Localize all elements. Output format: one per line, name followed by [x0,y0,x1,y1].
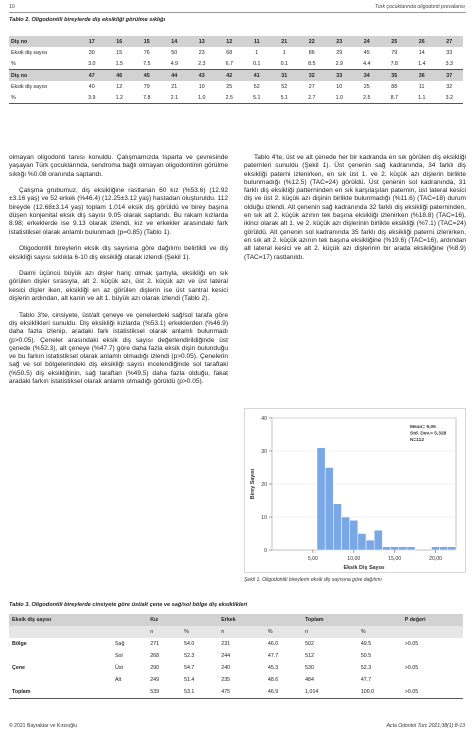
table-cell: 22 [298,36,326,47]
table-cell: 8.7 [381,92,409,104]
table3-caption: Tablo 3. Oligodontili bireylerde cinsiyete göre üst/alt çene ve sağ/sol bölge diş eksiklikleri [9,602,248,608]
histogram-bar [325,468,333,551]
table-cell [112,686,147,699]
histogram-bar [366,540,374,550]
row-label [9,650,112,662]
table-cell: 3.0 [78,58,106,70]
table-cell [265,614,302,626]
row-label: Diş no [9,70,78,82]
table-cell: 43 [188,70,216,82]
table-cell: 475 [218,686,265,699]
footer-citation: Acta Odontol Turc 2021;38(1):8-13 [386,723,465,729]
table-cell: 41 [243,70,271,82]
table-cell: 2.5 [216,92,244,104]
table-cell: 42 [216,70,244,82]
table-cell: n [147,626,181,638]
table-cell: 231 [221,641,231,647]
y-tick-label: 30 [261,449,267,455]
table-cell: 235 [221,677,231,683]
table-cell: % [265,626,302,638]
histogram-bar [382,547,390,550]
table2 [9,36,463,104]
table-cell: 17 [78,36,106,47]
row-label: Toplam [9,686,112,699]
table-cell: 1,014 [302,686,358,699]
table-cell: 49.5 [360,641,372,647]
table-cell: 23 [198,49,205,56]
table-cell: 1.5 [106,58,134,70]
histogram-bar [374,530,382,550]
table-cell: 27 [436,36,464,47]
row-label [9,626,112,638]
table-cell: 76 [143,49,150,56]
histogram-bar [431,547,439,550]
table-cell: 2.1 [161,92,189,104]
table-cell: 539 [147,686,181,699]
y-tick-label: 40 [261,416,267,422]
x-tick-label: 15,00 [388,556,402,562]
paragraph: Oligodontili bireylerin eksik diş sayısına göre dağılımı belirtildi ve diş eksikliği sayısı sıklıkla 6-10 diş eksikliği olarak izlendi (Şekil 1). [9,245,228,261]
table-cell: 14 [418,49,425,56]
table-cell: Alt [115,677,122,683]
table-cell: 3.9 [78,92,106,104]
table-cell: Erkek [218,614,265,626]
table-cell: 37 [436,70,464,82]
table-cell [402,674,463,686]
table-cell: 6.7 [216,58,244,70]
y-tick-label: 20 [261,482,267,488]
y-tick-label: 10 [261,515,267,521]
table-cell: 48.6 [267,677,279,683]
table-cell: 54.7 [184,665,195,671]
figure1-caption: Şekil 1. Oligodontili bireylerin eksik diş sayısına göre dağılımı [244,577,382,583]
row-label [9,674,112,686]
table-cell: 3.3 [436,58,464,70]
table-cell [181,614,218,626]
table-cell: 52 [281,83,288,90]
x-tick-label: 10,00 [347,556,361,562]
table-cell: 26 [408,36,436,47]
table-cell: Toplam [302,614,358,626]
table-cell: 53.1 [181,686,218,699]
table-cell: 52 [253,83,260,90]
table-cell [358,614,402,626]
table-cell: 268 [150,653,160,659]
table-cell: 10 [198,83,205,90]
table-cell: 52.3 [360,665,372,671]
table-cell: 4.4 [353,58,381,70]
table-cell: 512 [305,653,314,659]
row-label: Eksik diş sayısı [11,83,48,90]
table-cell: 46.9 [265,686,302,699]
paragraph: Çalışma grubumuz, diş eksikliğine rastlanan 60 kız (%53.6) (12.92 ±3.16 yaş) ve 52 erkek (%46.4) (12.25±3.12 yaş) hastadan oluşturuldu. 112 bireyde (12.68±3.14 yaş) toplam 1,014 eksik diş görüldü ve birey başına düşen konjenital eksik diş sayısı 9.05 olarak saptandı. Bu rakam kızlarda 8.98; erkeklerde ise 9.13 olarak izlendi, kız ve erkekler arasındaki fark istatistiksel olarak anlamlı bulunmadı (p=0.85) (Tablo 1). [9,187,228,236]
table-cell: 1.0 [188,92,216,104]
table-cell: 25 [381,36,409,47]
y-tick-label: 0 [264,548,267,554]
paragraph: Tablo 4'te, üst ve alt çenede her bir kadranda en sık görülen diş eksikliği paternleri sunuldu (Şekil 1). Üst çenenin sağ kadranında, 34 farklı diş eksikliği paterni izlenirken, en sık üst 1. ve 2. küçük azı dişlerin birlikte bulunmadığı (%12.5) (TAC=24) görüldü. Üst çenenin sol kadranında, 31 farklı diş eksikliği patterninden en sık karşılaşılan paternin, üst lateral kesici diş ve üst 2. küçük azı dişinin birlikte bulunmadığı (%11.6) (TAC=18) durum olduğu izlendi. Alt çenenin sağ kadranında 32 farklı diş eksikliği paterninden, en sık alt 2. küçük azının tek başına eksikliği izlenirken (%18.8) (TAC=16), ikinci olarak alt 1. ve 2. küçük azı dişlerinin birlikte eksikliği (%7.1) (TAC=24) görüldü. Alt çenenin sol kadranında 35 farklı diş eksikliği paterni izlenirken, en sık alt 2. küçük azının tek başına eksikliğine (%19.6) (TAC=16), ardından alt lateral kesici ve alt 2. küçük azı dişlerinin bir arada eksikliğine (%8.9) (TAC=17) rastlanıldı. [244,154,466,261]
paragraph: Daimi üçüncü büyük azı dişler hariç olmak şartıyla, eksikliği en sık görülen dişler sırasıyla, alt 2. küçük azı, üst 2. küçük azı ve üst lateral kesici dişler iken, eksikliği en az görülen dişlerin ise üst santral kesici dişlerin ardından, alt kanin ve alt 1. büyük azı olarak izlendi (Tablo 2). [9,270,228,303]
stats-label: Std. Dev.= 5,328 [410,431,447,437]
table-cell: 5.1 [243,92,271,104]
table-cell: 1.4 [408,58,436,70]
table-cell: n [218,626,265,638]
table-cell [402,626,463,638]
table-cell: 11 [419,83,425,90]
table-cell: 33 [326,70,354,82]
table-cell: 88 [391,83,398,90]
table-cell: 47.7 [267,653,279,659]
table3-subheader-row [9,626,463,638]
stats-label: Mean= 9,05 [410,425,436,430]
table-cell: 21 [271,36,299,47]
table-cell: >0.05 [404,641,419,647]
table-cell: 36 [408,70,436,82]
x-axis-label: Eksik Diş Sayısı [343,565,385,571]
table-cell: 68 [226,49,233,56]
table-cell: 25 [363,83,370,90]
y-axis-label: Birey Sayısı [250,468,256,500]
table-cell: 15 [133,36,161,47]
table-cell: 25 [226,83,233,90]
table-cell: 35 [381,70,409,82]
table-cell: 31 [271,70,299,82]
table-cell: 3.2 [436,92,464,104]
table-cell: 45.3 [267,665,279,671]
table3-row [9,686,463,699]
row-label: % [9,58,78,70]
table-cell: 32 [298,70,326,82]
header-rule [9,12,466,13]
table-cell: 1 [255,49,259,56]
table2-row [9,58,463,70]
table-cell: >0.05 [402,686,463,699]
table-cell: 12 [116,83,123,90]
histogram-bar [448,547,456,550]
table2-caption: Tablo 2. Oligodontili bireylerde diş eksikliği görülme sıklığı [9,17,166,23]
table-cell [112,626,147,638]
table-cell: 249 [150,677,160,683]
page-number: 10 [9,4,15,10]
table-cell: 484 [305,677,314,683]
table-cell: 79 [391,49,398,56]
table-cell: 50.5 [360,653,372,659]
table-cell: 23 [326,36,354,47]
x-tick-label: 20,00 [429,556,443,562]
table-cell: 240 [221,665,231,671]
table2-header-row [9,70,463,82]
table-cell: 4.9 [161,58,189,70]
table-cell: 7.8 [381,58,409,70]
footer-copyright: © 2021 Bayraktar ve Kırzıoğlu [9,723,78,729]
histogram-bar [317,448,325,550]
table-cell: Üst [115,665,123,671]
paragraph: Tablo 3'te, cinsiyete, üst/alt çeneye ve çenelerdeki sağ/sol tarafa göre diş eksiklikleri sunuldu. Diş eksikliği kızlarda (%53.1) erkeklerden (%46.9) daha fazla izlenip, aradaki fark istatistiksel olarak anlamlı bulunmadı (p>0.05). Çeneler arasındaki eksik diş sayısı değerlendirildiğinde üst çenede (%52.3), alt çeneye (%47.7) göre daha fazla eksik dişin bulunduğu ve bu farkın istatistiksel olarak anlamlı olmadığı izlendi (p>0.05). Çenelerin sağ ve sol bölgelerindeki diş eksikliği sayısı incelendiğinde sol taraftaki (%50.5) diş eksikliğinin, sağ taraftan (%49.5) daha fazla olduğu, fakat aradaki farkın istatistiksel olarak anlamlı olmadığı görüldü (p>0.05). [9,311,228,386]
table-cell: 5.1 [271,92,299,104]
row-label: % [9,92,78,104]
table-cell: 32 [446,83,453,90]
histogram-bar [358,534,366,551]
table3-row [9,674,463,686]
table-cell: 12 [216,36,244,47]
table-cell: % [358,626,402,638]
table-cell: 54.0 [184,641,195,647]
table-cell: 7.5 [133,58,161,70]
table3 [9,614,463,699]
row-label: Çene [12,665,25,671]
histogram-bar [440,547,448,550]
table-cell: 100.0 [358,686,402,699]
table-cell: 7.8 [133,92,161,104]
histogram-bar [350,520,358,550]
table2-row [9,81,463,92]
table-cell: 29 [336,49,343,56]
right-column [244,154,466,270]
table-cell: 40 [88,83,95,90]
table-cell: 290 [150,665,160,671]
paragraph: olmayan oligodonti tanısı konuldu. Çalışmamızda Isparta ve çevresinde yaşayan Türk çocuklarında, sendroma bağlı olmayan oligodontinin görülme sıklığı %0.08 oranında saptandı. [9,154,228,178]
table-cell: 1.2 [106,92,134,104]
table-cell: 1 [282,49,286,56]
table-cell: 244 [221,653,231,659]
row-label: Diş no [9,36,78,47]
histogram-bar [399,547,407,550]
table-cell: 46 [106,70,134,82]
table-cell: 1.1 [408,92,436,104]
row-label: Bölge [12,641,27,647]
table-cell: 27 [308,83,315,90]
table-cell: P değeri [402,614,463,626]
table-cell: 45 [363,49,370,56]
histogram-bar [391,547,399,550]
running-title: Türk çocuklarında oligodonti prevalansı [374,4,465,10]
table-cell: 30 [88,49,95,56]
table2-row [9,47,463,58]
table-cell: 2.5 [353,92,381,104]
table-cell: 0.1 [271,58,299,70]
table-cell: % [181,626,218,638]
table-cell [112,614,147,626]
table-cell: 2.9 [326,58,354,70]
table-cell: 8.5 [298,58,326,70]
table-cell: 45 [133,70,161,82]
table-cell: 2.7 [298,92,326,104]
table3-row [9,638,463,650]
table-cell: 15 [116,49,123,56]
table-cell: 51.4 [184,677,195,683]
table-cell: Kız [147,614,181,626]
table-cell: 86 [308,49,315,56]
table-cell: 52.3 [184,653,195,659]
table-cell: 34 [353,70,381,82]
table2-row [9,92,463,104]
table-cell: >0.05 [404,665,419,671]
figure1-histogram [244,408,466,573]
stats-label: N=112 [410,438,425,443]
table-cell: n [302,626,358,638]
row-label: Eksik diş sayısı [11,49,48,56]
table-cell: 2.3 [188,58,216,70]
table-cell: 50 [171,49,178,56]
table3-header-row [9,614,463,626]
left-column [9,154,228,395]
histogram-bar [342,517,350,550]
table3-row [9,662,463,674]
table-cell: 33 [446,49,453,56]
histogram-bar [333,504,341,550]
table-cell: 10 [336,83,343,90]
table-cell: Sağ [115,641,125,647]
table-cell: 44 [161,70,189,82]
table-cell: 13 [188,36,216,47]
table-cell [402,650,463,662]
table-cell: 0.1 [243,58,271,70]
table-cell: 21 [171,83,178,90]
table-cell: 11 [243,36,271,47]
table-cell: 79 [143,83,150,90]
table3-row [9,650,463,662]
table-cell: 46.0 [267,641,279,647]
x-tick-label: 5,00 [307,556,318,562]
table-cell: 530 [305,665,314,671]
table-cell: 271 [150,641,160,647]
table-cell: 1.0 [326,92,354,104]
table-cell: Sol [115,653,123,659]
table-cell: 47.7 [360,677,372,683]
table-cell: 14 [161,36,189,47]
table2-header-row [9,36,463,47]
row-label: Eksik diş sayısı [9,614,112,626]
table-cell: 502 [305,641,314,647]
table-cell: 24 [353,36,381,47]
histogram-bar [407,547,415,550]
table-cell: 16 [106,36,134,47]
table-cell: 47 [78,70,106,82]
